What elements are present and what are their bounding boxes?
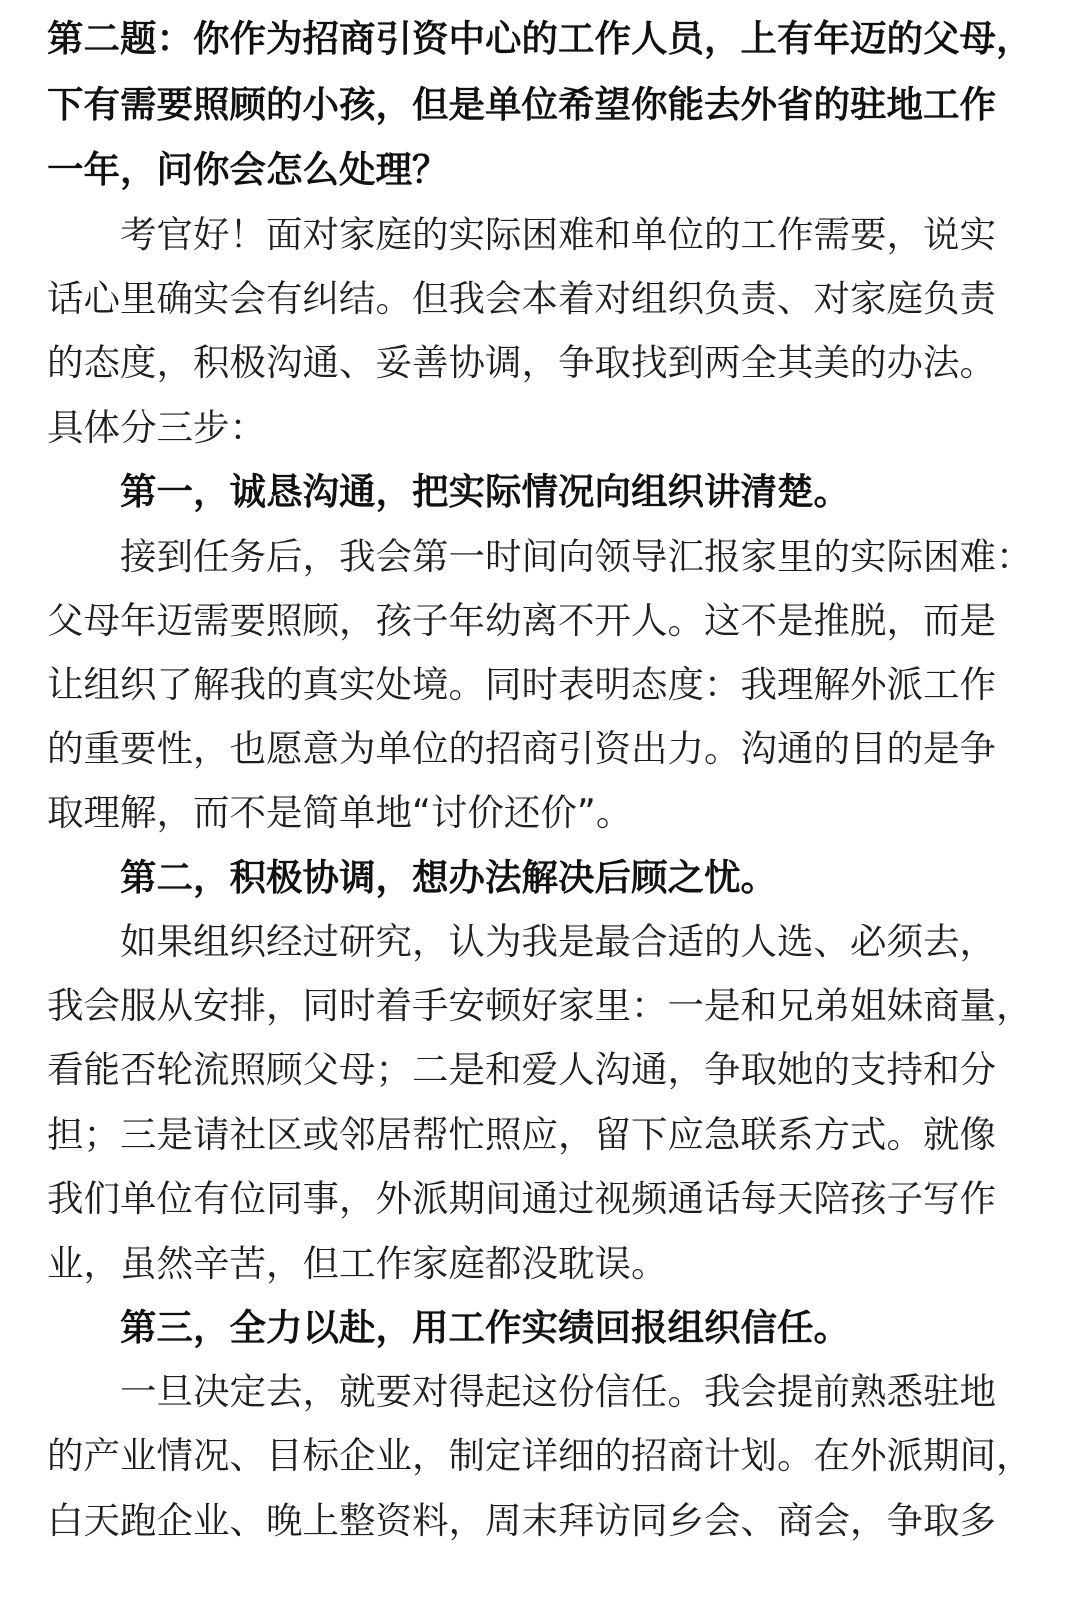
step2-line-5: 我们单位有位同事，外派期间通过视频通话每天陪孩子写作 xyxy=(47,1177,996,1220)
step1-heading: 第一，诚恳沟通，把实际情况向组织讲清楚。 xyxy=(120,470,850,513)
step1-line-5: 取理解，而不是简单地“讨价还价”。 xyxy=(47,791,633,834)
step3-line-3: 白天跑企业、晚上整资料，周末拜访同乡会、商会，争取多 xyxy=(47,1499,996,1542)
step2-line-3: 看能否轮流照顾父母；二是和爱人沟通，争取她的支持和分 xyxy=(47,1048,996,1091)
step2-line-1: 如果组织经过研究，认为我是最合适的人选、必须去， xyxy=(120,920,996,963)
step3-line-2: 的产业情况、目标企业，制定详细的招商计划。在外派期间， xyxy=(47,1434,1033,1477)
step1-line-2: 父母年迈需要照顾，孩子年幼离不开人。这不是推脱，而是 xyxy=(47,599,996,642)
intro-line-3: 的态度，积极沟通、妥善协调，争取找到两全其美的办法。 xyxy=(47,341,996,384)
step1-line-3: 让组织了解我的真实处境。同时表明态度：我理解外派工作 xyxy=(47,663,996,706)
intro-line-2: 话心里确实会有纠结。但我会本着对组织负责、对家庭负责 xyxy=(47,277,996,320)
intro-line-4: 具体分三步： xyxy=(47,406,266,449)
step3-line-1: 一旦决定去，就要对得起这份信任。我会提前熟悉驻地 xyxy=(120,1370,996,1413)
question-line-3: 一年，问你会怎么处理？ xyxy=(47,148,449,191)
question-line-1: 第二题：你作为招商引资中心的工作人员，上有年迈的父母， xyxy=(47,17,1033,60)
question-line-2: 下有需要照顾的小孩，但是单位希望你能去外省的驻地工作 xyxy=(47,83,996,126)
step2-heading: 第二，积极协调，想办法解决后顾之忧。 xyxy=(120,856,777,899)
step3-heading: 第三，全力以赴，用工作实绩回报组织信任。 xyxy=(120,1306,850,1349)
step2-line-2: 我会服从安排，同时着手安顿好家里：一是和兄弟姐妹商量， xyxy=(47,984,1033,1027)
intro-line-1: 考官好！面对家庭的实际困难和单位的工作需要，说实 xyxy=(120,213,996,256)
step1-line-4: 的重要性，也愿意为单位的招商引资出力。沟通的目的是争 xyxy=(47,727,996,770)
step2-line-4: 担；三是请社区或邻居帮忙照应，留下应急联系方式。就像 xyxy=(47,1113,996,1156)
step2-line-6: 业，虽然辛苦，但工作家庭都没耽误。 xyxy=(47,1242,668,1285)
step1-line-1: 接到任务后，我会第一时间向领导汇报家里的实际困难： xyxy=(120,535,1033,578)
